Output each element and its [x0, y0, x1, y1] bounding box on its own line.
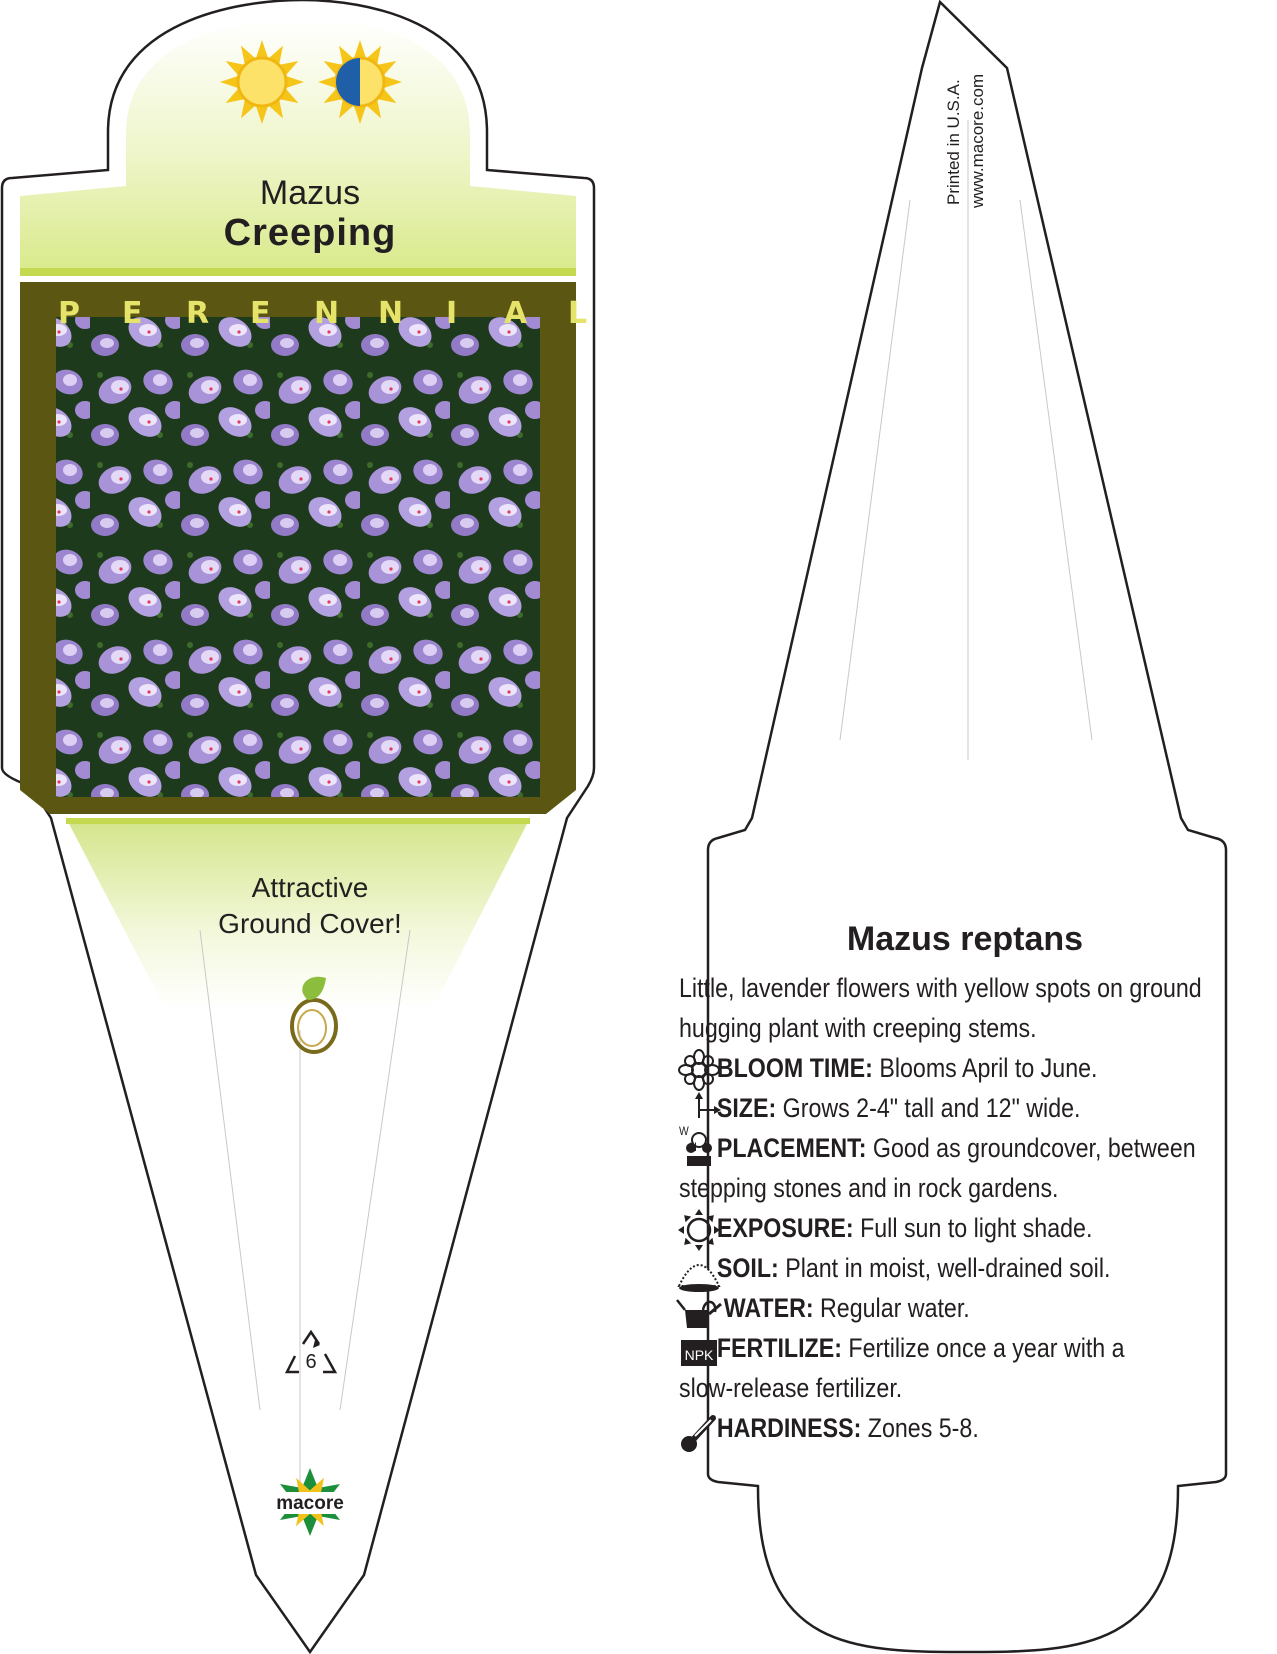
size-icon-h: H [689, 1140, 697, 1154]
fertilize-row [679, 1328, 1161, 1368]
hardiness-label: HARDINESS: [716, 1413, 862, 1443]
water-row [679, 1288, 1161, 1328]
bloom-row [679, 1048, 1161, 1088]
care-info [679, 968, 1202, 1448]
placement-row-cont: stepping stones and in rock gardens. [679, 1173, 1059, 1203]
hardiness-text: Zones 5-8. [861, 1413, 979, 1443]
category-letter: N [378, 296, 404, 331]
fertilize-row-cont: slow-release fertilizer. [679, 1373, 903, 1403]
botanical-name: Mazus reptans [846, 920, 1084, 958]
category-letter: R [186, 296, 210, 331]
size-icon-w: W [679, 1124, 689, 1138]
category-letter: I [446, 296, 458, 331]
recycle-code: 6 [305, 1351, 317, 1373]
category-letter: E [122, 296, 143, 331]
category-band [20, 296, 606, 330]
exposure-row [679, 1208, 1161, 1248]
soil-row [679, 1248, 1161, 1288]
bloom-label: BLOOM TIME: [716, 1053, 873, 1083]
soil-text: Plant in moist, well-drained soil. [778, 1253, 1111, 1283]
category-letter: N [314, 296, 340, 331]
description-line1: Little, lavender flowers with yellow spots on ground [679, 973, 1202, 1003]
plant-photo [56, 317, 540, 797]
placement-text: Good as groundcover, between [866, 1133, 1196, 1163]
size-label: SIZE: [716, 1093, 777, 1123]
imprint-line1: Printed in U.S.A. [944, 79, 963, 205]
water-label: WATER: [723, 1293, 814, 1323]
category-letter: A [504, 296, 528, 331]
placement-label: PLACEMENT: [716, 1133, 867, 1163]
variety-name: Creeping [223, 212, 397, 254]
category-letter: P [58, 296, 80, 331]
fertilize-text: Fertilize once a year with a [841, 1333, 1125, 1363]
exposure-text: Full sun to light shade. [853, 1213, 1093, 1243]
front-accent-rule [20, 268, 576, 276]
exposure-label: EXPOSURE: [716, 1213, 854, 1243]
placement-row [679, 1128, 1196, 1168]
tagline-line2: Ground Cover! [218, 908, 402, 939]
size-text: Grows 2-4" tall and 12" wide. [776, 1093, 1081, 1123]
imprint-line2: www.macore.com [968, 73, 987, 208]
npk-icon-text: NPK [684, 1347, 714, 1363]
tagline-line1: Attractive [251, 872, 369, 903]
bloom-text: Blooms April to June. [872, 1053, 1098, 1083]
description-line2: hugging plant with creeping stems. [679, 1013, 1037, 1043]
category-letter: E [250, 296, 271, 331]
fertilize-label: FERTILIZE: [716, 1333, 842, 1363]
common-name: Mazus [259, 174, 361, 212]
category-letter: L [568, 296, 588, 331]
hardiness-row [679, 1408, 1161, 1448]
soil-label: SOIL: [716, 1253, 779, 1283]
brand-logo-text: macore [276, 1493, 344, 1514]
front-bottom-rule [66, 818, 530, 824]
water-text: Regular water. [813, 1293, 970, 1323]
